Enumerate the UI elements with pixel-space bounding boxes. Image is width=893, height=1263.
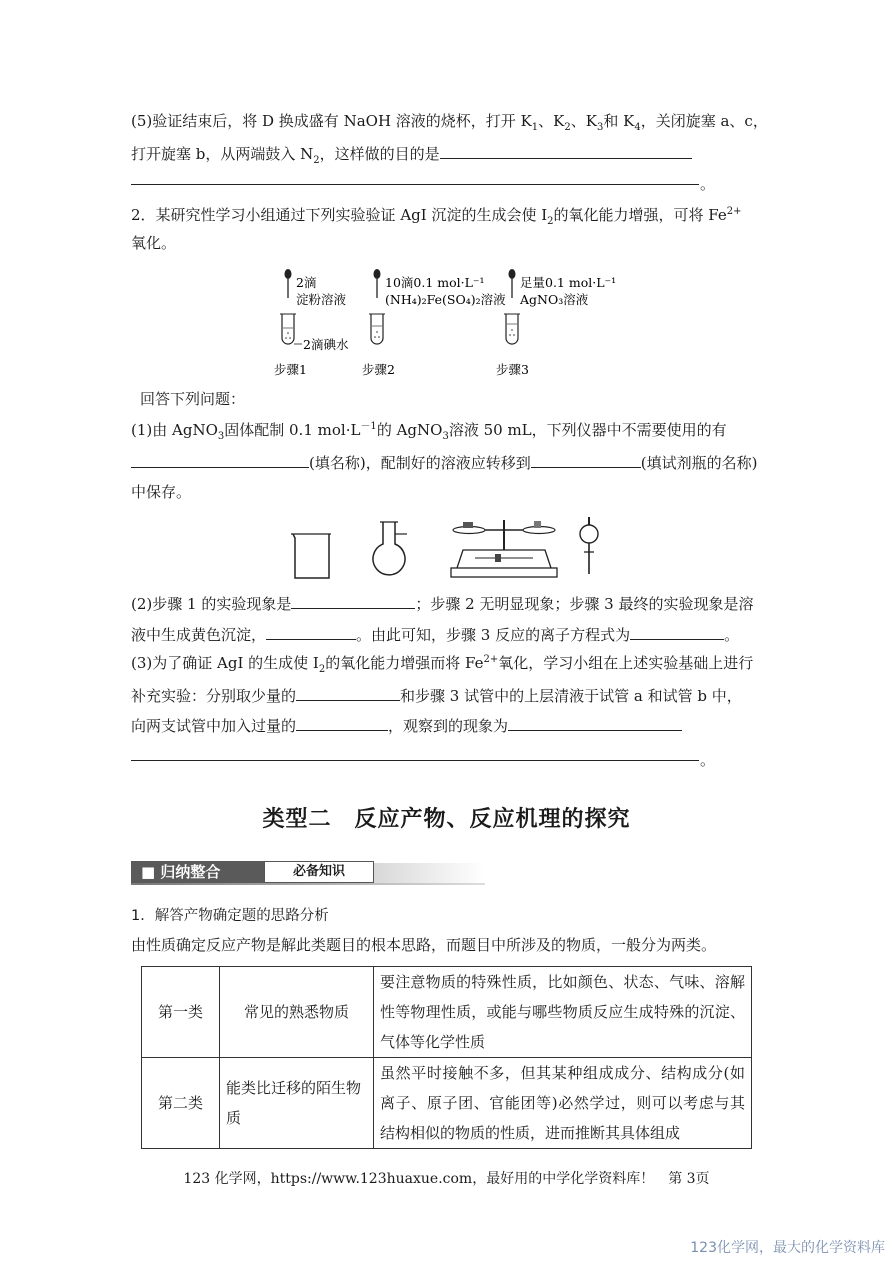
answer-blank[interactable]: [131, 451, 309, 468]
step1-top-label: 2滴: [296, 275, 317, 290]
answer-blank[interactable]: [266, 623, 356, 640]
answer-blank[interactable]: [440, 142, 692, 159]
beaker-icon: [291, 534, 331, 578]
table-cell-type: 第二类: [142, 1058, 220, 1149]
section-title: 类型二 反应产物、反应机理的探究: [262, 807, 631, 832]
step1-bottom-label: 2滴碘水: [303, 337, 349, 352]
p3-line2: 补充实验：分别取少量的 和步骤 3 试管中的上层清液于试管 a 和试管 b 中，: [131, 684, 742, 706]
substance-type-table: [141, 966, 752, 1149]
q2-line2: 氧化。: [131, 234, 177, 252]
q5-line2: 打开旋塞 b，从两端鼓入 $N_2$，这样做的目的是: [131, 142, 692, 164]
table-row: [142, 967, 752, 1058]
answer-blank[interactable]: [531, 451, 641, 468]
experiment-steps-figure: [270, 262, 630, 380]
p3-line3: 向两支试管中加入过量的 ，观察到的现象为: [131, 714, 682, 736]
point1-text: 由性质确定反应产物是解此类题目的根本思路，而题目中所涉及的物质，一般分为两类。: [131, 936, 717, 954]
p3-line1: (3)为了确证 AgI 的生成使 $I_2$的氧化能力增强而将 $Fe^{2+}$氧化，学习小组在上述实验基础上进行: [131, 654, 754, 675]
step2-mid-label: (NH₄)₂Fe(SO₄)₂溶液: [385, 292, 506, 307]
step1-caption: 步骤1: [274, 362, 307, 377]
table-cell-category: 常见的熟悉物质: [220, 967, 374, 1058]
table-cell-category: 能类比迁移的陌生物质: [220, 1058, 374, 1149]
funnel-icon: [580, 517, 598, 574]
point1-heading: 1．解答产物确定题的思路分析: [131, 908, 329, 924]
section-banner: [131, 861, 485, 885]
q5-line1: (5)验证结束后，将 D 换成盛有 NaOH 溶液的烧杯，打开 $K_1$、$K_2$、$K_3$和 $K_4$，关闭旋塞 a、c，: [131, 112, 768, 133]
step2-apparatus: [362, 269, 506, 377]
step2-top-label: 10滴0.1 mol·L⁻¹: [385, 275, 485, 290]
table-row: [142, 1058, 752, 1149]
banner-secondary-label: 必备知识: [264, 861, 374, 883]
step3-mid-label: AgNO₃溶液: [520, 292, 589, 307]
balance-icon: [451, 520, 557, 577]
p2-line2: 液中生成黄色沉淀， 。由此可知，步骤 3 反应的离子方程式为 。: [131, 623, 739, 645]
q2-line1: 2．某研究性学习小组通过下列实验验证 AgI 沉淀的生成会使 $I_2$的氧化能力增强，可将 $Fe^{2+}$: [131, 206, 742, 227]
p1-line3: 中保存。: [131, 483, 192, 501]
p1-line2: (填名称)，配制好的溶液应转移到 (填试剂瓶的名称): [131, 451, 757, 473]
page-footer: 123 化学网，https://www.123huaxue.com，最好用的中学化学资料库！ 第 3页: [183, 1171, 710, 1187]
answer-line[interactable]: [131, 184, 699, 185]
answer-prompt: 回答下列问题：: [140, 390, 246, 408]
step1-mid-label: 淀粉溶液: [296, 292, 347, 307]
p1-line1: (1)由 AgNO$_3$固体配制 0.1 $mol\cdot L^{-1}$的 AgNO$_3$溶液 50 mL，下列仪器中不需要使用的有: [131, 421, 727, 442]
answer-blank[interactable]: [296, 714, 388, 731]
step1-apparatus: [274, 269, 349, 377]
lab-apparatus-figure: [285, 512, 615, 582]
flask-icon: [373, 522, 407, 575]
step3-top-label: 足量0.1 mol·L⁻¹: [520, 275, 617, 290]
table-cell-description: 要注意物质的特殊性质，比如颜色、状态、气味、溶解性等物理性质，或能与哪些物质反应生成特殊的沉淀、气体等化学性质: [374, 967, 752, 1058]
watermark: 123化学网，最大的化学资料库: [690, 1240, 885, 1256]
banner-underline: [131, 883, 485, 885]
banner-primary-label: ■ 归纳整合: [131, 861, 264, 883]
answer-blank[interactable]: [296, 684, 400, 701]
table-cell-description: 虽然平时接触不多，但其某种组成成分、结构成分(如离子、原子团、官能团等)必然学过，则可以考虑与其结构相似的物质的性质，进而推断其具体组成: [374, 1058, 752, 1149]
table-cell-type: 第一类: [142, 967, 220, 1058]
answer-blank[interactable]: [630, 623, 724, 640]
step2-caption: 步骤2: [362, 362, 395, 377]
p2-line1: (2)步骤 1 的实验现象是 ；步骤 2 无明显现象；步骤 3 最终的实验现象是溶: [131, 592, 754, 614]
answer-blank[interactable]: [291, 592, 415, 609]
answer-blank[interactable]: [508, 714, 682, 731]
banner-fade: [374, 863, 485, 883]
step3-caption: 步骤3: [496, 362, 529, 377]
end-mark: 。: [700, 751, 716, 769]
answer-line[interactable]: [131, 760, 699, 761]
step3-apparatus: [496, 269, 616, 377]
end-mark: 。: [700, 175, 716, 193]
